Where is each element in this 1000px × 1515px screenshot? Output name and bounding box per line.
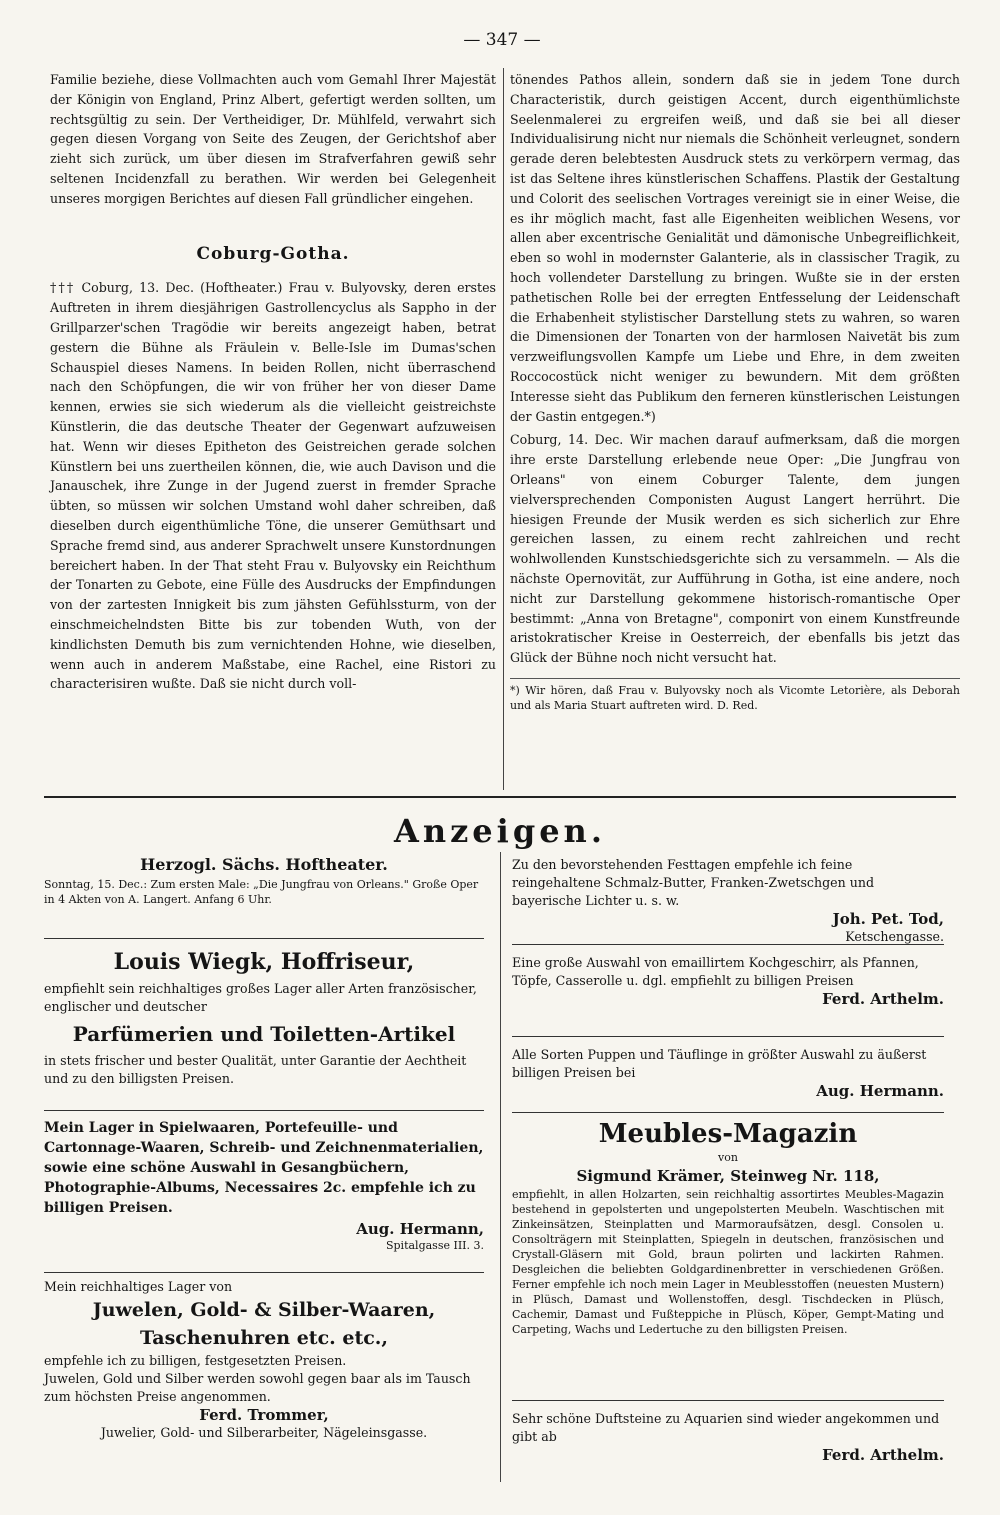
ad-hermann2-text: Alle Sorten Puppen und Täuflinge in größter Auswahl zu äußerst billigen Preisen bei	[512, 1047, 927, 1080]
article-column-left	[50, 70, 496, 694]
ad-arthelm1-signature: Ferd. Arthelm.	[822, 990, 944, 1008]
ad-trommer-signature: Ferd. Trommer,	[199, 1406, 329, 1424]
ad-separator	[44, 1110, 484, 1111]
article-column-right	[510, 70, 960, 713]
section-divider	[44, 796, 956, 798]
ad-tod-text: Zu den bevorstehenden Festtagen empfehle ich feine reingehaltene Schmalz-Butter, Franken-Zwetschgen und bayerische Lichter u. s. w.	[512, 857, 875, 908]
ad-wiegk-line2: in stets frischer und bester Qualität, unter Garantie der Aechtheit und zu den billigsten Preisen.	[44, 1053, 467, 1086]
ad-trommer-highlight1: Juwelen, Gold- & Silber-Waaren,	[92, 1299, 436, 1321]
ad-hermann-spielwaaren	[44, 1118, 484, 1253]
ad-hermann-text: Mein Lager in Spielwaaren, Portefeuille- und Cartonnage-Waaren, Schreib- und Zeichnenmaterialien, sowie eine schöne Auswahl in Gesangbüchern, Photographie-Albums, Necessaires 2c. empfehle ich zu billigen Preisen.	[44, 1120, 484, 1216]
ad-trommer	[44, 1278, 484, 1442]
ad-trommer-line2: Juwelen, Gold und Silber werden sowohl gegen baar als im Tausch zum höchsten Preise angenommen.	[44, 1371, 471, 1404]
ad-hermann2-signature: Aug. Hermann.	[816, 1082, 944, 1100]
ad-trommer-highlight2: Taschenuhren etc. etc.,	[139, 1327, 389, 1349]
ad-separator	[512, 944, 944, 945]
ad-separator	[44, 938, 484, 939]
ad-wiegk-highlight: Parfümerien und Toiletten-Artikel	[72, 1022, 456, 1046]
ad-trommer-line1: empfehle ich zu billigen, festgesetzten Preisen.	[44, 1353, 347, 1368]
ad-kraemer	[512, 1118, 944, 1337]
ad-theater-heading: Herzogl. Sächs. Hoftheater.	[140, 855, 388, 874]
article-continuation: Familie beziehe, diese Vollmachten auch vom Gemahl Ihrer Majestät der Königin von England, Prinz Albert, gefertigt werden sollten, um rechtsgültig zu sein. Der Vertheidiger, Dr. Mühlfeld, verwahrt sich gegen diesen Vorgang von Seite des Zeugen, der Gerichtshof aber zieht sich zurück, um über diesen im Strafverfahren gewiß sehr seltenen Incidenzfall zu berathen. Wir werden bei Gelegenheit unseres morgigen Berichtes auf diesen Fall gründlicher eingehen.	[50, 72, 496, 206]
ad-tod	[512, 856, 944, 946]
ad-arthelm-kochgeschirr	[512, 954, 944, 1008]
ad-tod-signature: Joh. Pet. Tod,	[832, 910, 944, 928]
page-number: — 347 —	[463, 30, 541, 50]
ad-tod-address: Ketschengasse.	[845, 929, 944, 944]
ad-arthelm2-signature: Ferd. Arthelm.	[822, 1446, 944, 1464]
coburg-report-2: Coburg, 14. Dec. Wir machen darauf aufmerksam, daß die morgen ihre erste Darstellung erlebende neue Oper: „Die Jungfrau von Orleans" von einem Coburger Talente, dem jungen vielversprechenden Componisten August Langert herrührt. Die hiesigen Freunde der Musik werden es sich sicherlich zur Ehre gereichen lassen, zu einem recht zahlreichen und recht wohlwollenden Kunstschiedsgerichte sich zu versammeln. — Als die nächste Opernovität, zur Aufführung in Gotha, ist eine andere, noch nicht zur Darstellung gekommene historisch-romantische Oper bestimmt: „Anna von Bretagne", componirt von einem Kunstfreunde aristokratischer Kreise in Oesterreich, der ebenfalls bis jetzt das Glück der Bühne noch nicht versucht hat.	[510, 432, 960, 666]
ad-kraemer-heading: Meubles-Magazin	[598, 1119, 858, 1149]
ad-hermann-address: Spitalgasse III. 3.	[385, 1239, 484, 1252]
ad-theater-text: Sonntag, 15. Dec.: Zum ersten Male: „Die Jungfrau von Orleans." Große Oper in 4 Akten von A. Langert. Anfang 6 Uhr.	[44, 878, 479, 906]
anzeigen-title: Anzeigen.	[394, 812, 606, 850]
ad-trommer-address: Juwelier, Gold- und Silberarbeiter, Nägeleinsgasse.	[100, 1425, 428, 1440]
footnote: *) Wir hören, daß Frau v. Bulyovsky noch als Vicomte Letorière, als Deborah und als Maria Stuart auftreten wird. D. Red.	[510, 678, 960, 713]
coburg-report-1: ††† Coburg, 13. Dec. (Hoftheater.) Frau v. Bulyovsky, deren erstes Auftreten in ihrem diesjährigen Gastrollencyclus als Sappho in der Grillparzer'schen Tragödie wir bereits angezeigt haben, betrat gestern die Bühne als Fräulein v. Belle-Isle im Dumas'schen Schauspiel dieses Namens. In beiden Rollen, nicht überraschend nach den Schöpfungen, die wir von früher her von dieser Dame kennen, erwies sie sich wiederum als die vielleicht geistreichste Künstlerin, die das deutsche Theater der Gegenwart aufzuweisen hat. Wenn wir dieses Epitheton des Geistreichen gerade solchen Künstlern bei uns zuertheilen können, die, wie auch Davison und die Janauschek, ihre Zunge in der Jugend zuerst in fremder Sprache übten, so müssen wir solchen Umstand wohl daher schreiben, daß dieselben durch eigenthümliche Töne, die unserer Gemüthsart und Sprache fremd sind, aus anderer Sprachwelt unsere Kunstordnungen bereichert haben. In der That steht Frau v. Bulyovsky ein Reichthum der Tonarten zu Gebote, eine Fülle des Ausdrucks der Empfindungen von der zartesten Innigkeit bis zum jähsten Gefühlssturm, von der einschmeichelndsten Bitte bis zur tobenden Wuth, von der kindlichsten Demuth bis zum vernichtenden Hohne, wie dieselben, wenn auch in anderem Maßstabe, eine Rachel, eine Ristori zu characterisiren wußte. Daß sie nicht durch voll-	[50, 280, 496, 692]
ad-hermann-signature: Aug. Hermann,	[356, 1220, 484, 1238]
ad-kraemer-text: empfiehlt, in allen Holzarten, sein reichhaltig assortirtes Meubles-Magazin bestehend in gepolsterten und ungepolsterten Meubeln. Waschtischen mit Zinkeinsätzen, Steinplatten und Marmoraufsätzen, desgl. Consolen u. Consolträgern mit Steinplatten, Spiegeln in deutschen, französischen und Crystall-Gläsern mit Gold, braun polirten und lackirten Rahmen. Desgleichen die beliebten Goldgardinenbretter in verschiedenen Größen. Ferner empfehle ich noch mein Lager in Meublesstoffen (neuesten Mustern) in Plüsch, Damast und Wollenstoffen, desgl. Tischdecken in Plüsch, Cachemir, Damast und Fußteppiche in Plüsch, Köper, Gempt-Mating und Carpeting, Wachs und Ledertuche zu den billigsten Preisen.	[512, 1188, 944, 1336]
column-rule	[503, 68, 504, 790]
article-continuation-right: tönendes Pathos allein, sondern daß sie in jedem Tone durch Characteristik, durch geistigen Accent, durch eigenthümlichste Seelenmalerei zu ergreifen weiß, und daß sie bei all dieser Individualisirung nicht nur niemals die Schönheit verleugnet, sondern gerade deren belebtesten Ausdruck stets zu verkörpern vermag, das ist das Seltene ihres künstlerischen Schaffens. Plastik der Gestaltung und Colorit des seelischen Vortrages vereinigt sie in einer Weise, die es ihr möglich macht, fast alle Eigenheiten weiblichen Wesens, vor allen aber excentrische Genialität und dämonische Unbegreiflichkeit, eben so wohl in modernster Galanterie, als in classischer Tragik, zu hoch vollendeter Darstellung zu bringen. Wußte sie in der ersten pathetischen Rolle bei der erregten Entfesselung der Leidenschaft die Erhabenheit stylistischer Darstellung stets zu wahren, so waren die Dimensionen der Tonarten von der harmlosen Naivetät bis zum verzweiflungsvollen Kampfe um Liebe und Ehre, in dem zweiten Roccocostück nicht weniger zu bewundern. Mit dem größten Interesse sieht das Publikum den ferneren künstlerischen Leistungen der Gastin entgegen.*)	[510, 72, 960, 424]
ad-trommer-intro: Mein reichhaltiges Lager von	[44, 1279, 233, 1294]
ad-separator	[512, 1400, 944, 1401]
ad-separator	[512, 1112, 944, 1113]
section-heading: Coburg-Gotha.	[196, 243, 350, 264]
ad-separator	[512, 1036, 944, 1037]
ad-separator	[44, 1272, 484, 1273]
ad-hermann-puppen	[512, 1046, 944, 1100]
ad-arthelm1-text: Eine große Auswahl von emaillirtem Kochgeschirr, als Pfannen, Töpfe, Casserolle u. dgl. empfiehlt zu billigen Preisen	[512, 955, 919, 988]
ad-kraemer-name: Sigmund Krämer, Steinweg Nr. 118,	[576, 1167, 880, 1185]
ad-theater	[44, 856, 484, 907]
ad-wiegk	[44, 948, 484, 1088]
ad-arthelm-duftsteine	[512, 1410, 944, 1464]
ads-column-rule	[500, 852, 501, 1482]
ad-kraemer-von: von	[718, 1151, 738, 1164]
ad-wiegk-name: Louis Wiegk, Hoffriseur,	[113, 949, 415, 975]
ad-wiegk-line1: empfiehlt sein reichhaltiges großes Lager aller Arten französischer, englischer und deutscher	[44, 981, 477, 1014]
ad-arthelm2-text: Sehr schöne Duftsteine zu Aquarien sind wieder angekommen und gibt ab	[512, 1411, 940, 1444]
